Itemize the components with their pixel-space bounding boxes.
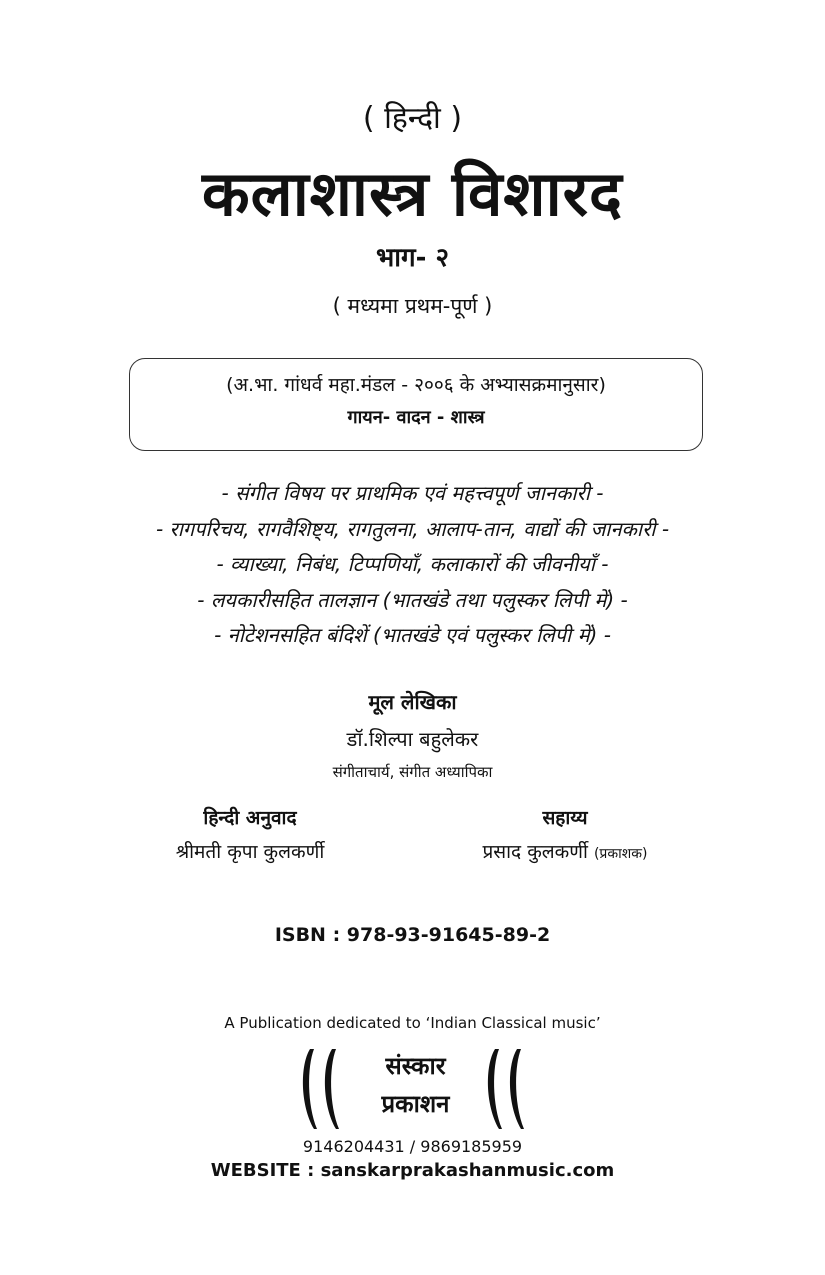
double-danda-left-icon bbox=[298, 1045, 348, 1133]
translator-name: श्रीमती कृपा कुलकर्णी bbox=[175, 841, 325, 863]
publisher-name bbox=[348, 1047, 483, 1123]
publisher-website: WEBSITE : sanskarprakashanmusic.com bbox=[210, 1160, 615, 1181]
translation-label: हिन्दी अनुवाद bbox=[203, 807, 297, 829]
assistance-credit bbox=[420, 804, 710, 864]
level-label: ( मध्यमा प्रथम-पूर्ण ) bbox=[332, 294, 493, 318]
author-label: मूल लेखिका bbox=[368, 690, 457, 714]
feature-item: - रागपरिचय, रागवैशिष्ट्य, रागतुलना, आलाप-तान, वाद्यों की जानकारी - bbox=[155, 516, 670, 541]
publisher-name-line1: संस्कार bbox=[385, 1052, 446, 1080]
assistant-credit bbox=[420, 838, 710, 864]
part-number: भाग- २ bbox=[375, 243, 449, 273]
double-danda-right-icon bbox=[483, 1045, 533, 1133]
publisher-logo bbox=[298, 1045, 533, 1133]
feature-list bbox=[0, 476, 825, 654]
syllabus-subjects: गायन- वादन - शास्त्र bbox=[347, 407, 485, 428]
syllabus-note: (अ.भा. गांधर्व महा.मंडल - २००६ के अभ्यासक्रमानुसार) bbox=[226, 374, 606, 396]
syllabus-box bbox=[129, 358, 703, 451]
feature-item: - व्याख्या, निबंध, टिप्पणियाँ, कलाकारों की जीवनीयाँ - bbox=[216, 552, 609, 576]
author-name: डॉ.शिल्पा बहुलेकर bbox=[346, 727, 479, 751]
isbn: ISBN : 978-93-91645-89-2 bbox=[274, 924, 551, 946]
feature-item: - संगीत विषय पर प्राथमिक एवं महत्त्वपूर्ण जानकारी - bbox=[221, 481, 604, 505]
translation-credit bbox=[150, 804, 350, 864]
feature-item: - लयकारीसहित तालज्ञान (भातखंडे तथा पलुस्कर लिपी में) - bbox=[197, 587, 628, 612]
publisher-phones: 9146204431 / 9869185959 bbox=[302, 1137, 523, 1156]
author-description: संगीताचार्य, संगीत अध्यापिका bbox=[332, 763, 493, 781]
book-title: कलाशास्त्र विशारद bbox=[202, 157, 623, 230]
language-label: ( हिन्दी ) bbox=[362, 101, 463, 136]
publisher-name-line2: प्रकाशन bbox=[381, 1090, 450, 1118]
feature-item: - नोटेशनसहित बंदिशें (भातखंडे एवं पलुस्कर लिपी में) - bbox=[214, 623, 611, 647]
dedication-text: A Publication dedicated to ‘Indian Classical music’ bbox=[224, 1014, 601, 1032]
assistant-role: (प्रकाशक) bbox=[593, 846, 648, 862]
assistance-label: सहाय्य bbox=[542, 807, 588, 829]
assistant-name: प्रसाद कुलकर्णी bbox=[482, 841, 588, 863]
